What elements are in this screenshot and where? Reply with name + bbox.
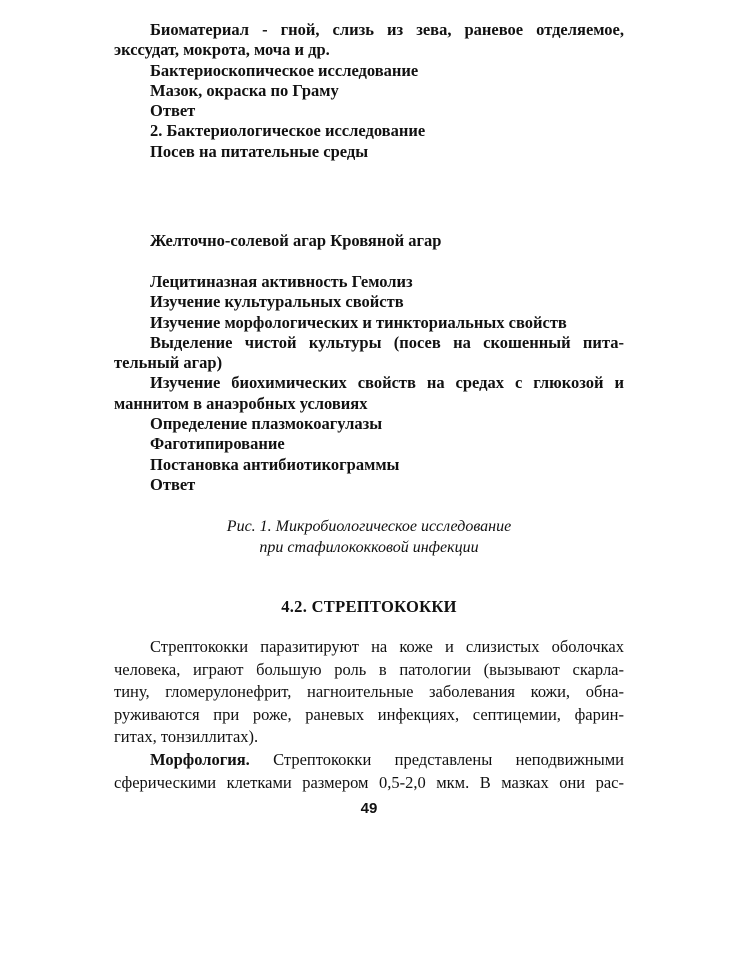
step-phage: Фаготипирование [150, 434, 285, 454]
step-lecithinase: Лецитиназная активность Гемолиз [150, 272, 413, 291]
answer-1: Ответ [150, 101, 196, 121]
p2-line-2: сферическими клетками размером 0,5-2,0 мкм. В мазках они рас- [114, 772, 624, 792]
step-pure-line-1: Выделение чистой культуры (посев на скошенный пита- [150, 332, 624, 352]
step-morph: Изучение морфологических и тинкториальных свойств [150, 312, 567, 332]
p1-line-4: руживаются при роже, раневых инфекциях, септицемии, фарин- [114, 704, 624, 724]
p1-line-2: человека, играют большую роль в патологии (вызывают скарла- [114, 659, 624, 679]
p1-line-3: тину, гломерулонефрит, нагноительные заболевания кожи, обна- [114, 682, 624, 702]
p1-line-1: Стрептококки паразитируют на коже и слизистых оболочках [150, 637, 624, 656]
p2-line-1-rest: Стрептококки представлены неподвижными [249, 749, 624, 769]
p2-line-1 [114, 749, 624, 772]
diagram-top-block [114, 20, 624, 162]
step-biochem-line-2: маннитом в анаэробных условиях [114, 393, 368, 413]
step-biochem-line-1: Изучение биохимических свойств на средах с глюкозой и [150, 373, 624, 393]
step-bacterioscopic: Бактериоскопическое исследование [150, 60, 419, 80]
step-bacteriological: 2. Бактериологическое исследование [150, 121, 426, 141]
agar-media: Желточно-солевой агар Кровяной агар [150, 231, 442, 250]
caption-line-1: Рис. 1. Микробиологическое исследование [226, 518, 512, 535]
page-number: 49 [360, 800, 378, 817]
agar-line-block [114, 231, 624, 251]
step-pure-line-2: тельный агар) [114, 353, 223, 373]
step-antibio: Постановка антибиотикограммы [150, 454, 400, 474]
caption-line-2: при стафилококковой инфекции [259, 539, 479, 556]
p1-line-5: гитах, тонзиллитах). [114, 727, 259, 747]
diagram-list-block [114, 272, 624, 495]
step-cultural: Изучение культуральных свойств [150, 292, 404, 312]
biomaterial-line-2: экссудат, мокрота, моча и др. [114, 40, 330, 60]
step-plasmocoag: Определение плазмокоагулазы [150, 414, 383, 434]
step-smear: Мазок, окраска по Граму [150, 80, 339, 100]
step-culture: Посев на питательные среды [150, 141, 369, 161]
figure-caption [114, 516, 624, 558]
answer-2: Ответ [150, 474, 196, 494]
section-title: 4.2. СТРЕПТОКОККИ [281, 597, 457, 616]
body-text [114, 636, 624, 794]
biomaterial-line-1: Биоматериал - гной, слизь из зева, раневое отделяемое, [150, 20, 624, 39]
morphology-heading: Морфология. [150, 749, 250, 769]
